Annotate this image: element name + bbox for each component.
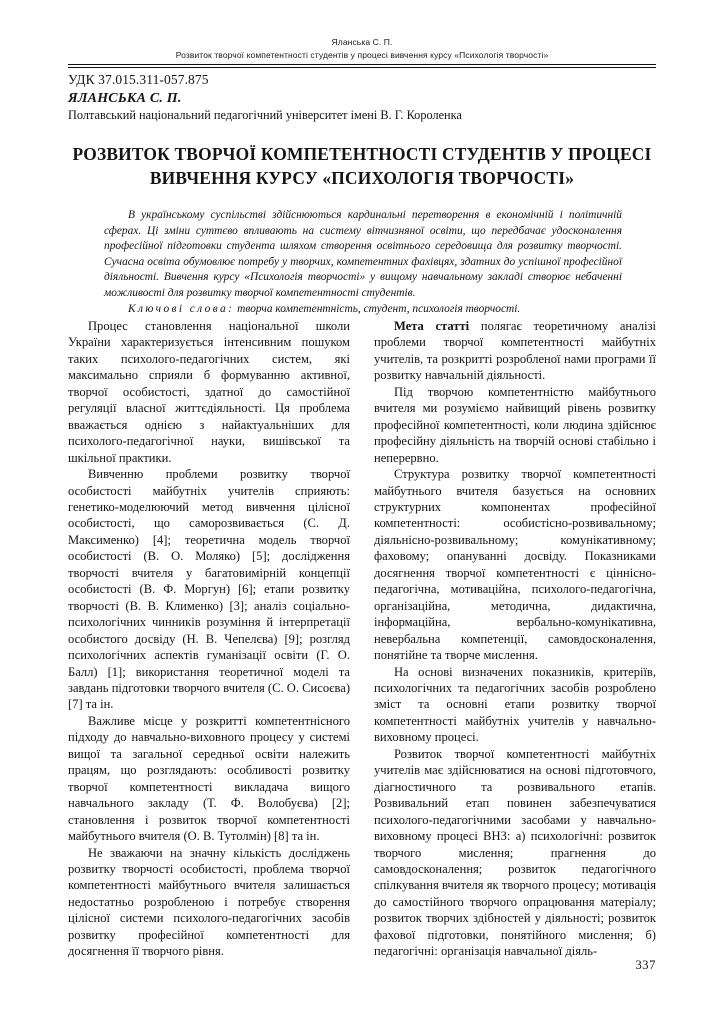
paragraph: Процес становлення національної школи України характеризується інтенсивним пошуком таких психолого-педагогічних систем, які максимально сприяли б формуванню активної, творчої особистості, здатної до самостійної регуляції власної життєдіяльності. Ця проблема вважається однією з найактуальніших для психолого-педагогічної науки, вишівської та шкільної практики. [68, 319, 350, 465]
keywords-line [104, 302, 622, 318]
paragraph-with-lead [374, 318, 656, 384]
udk-code: УДК 37.015.311-057.875 [68, 72, 209, 87]
keywords-label: Ключові слова: [128, 302, 235, 315]
author-name: ЯЛАНСЬКА С. П. [68, 91, 182, 106]
paragraph: Важливе місце у розкритті компетентнісного підходу до навчально-виховного процесу у системі вищої та загальної середньої освіти належить працям, що розглядають: особливості розвитку творчої компетентності викладача вищого навчального закладу (Т. Ф. Волобуєва) [2]; становлення і розвиток творчої компетентності майбутнього вчителя (О. В. Тутолмін) [8] та ін. [68, 713, 350, 844]
paragraph: Структура розвитку творчої компетентності майбутнього вчителя базується на основних структурних компонентах професійної компетентності: особистісно-розвивальному; діяльнісно-розвивальному; комунікативному; фаховому; опануванні досвіду. Показниками досягнення творчої компетентності є ціннісно-педагогічна, мотиваційна, психолого-педагогічна, організаційна, методична, дидактична, інформаційна, вербально-комунікативна, невербальна компетенції, самовдосконалення, понятійне та творче мислення. [374, 467, 656, 663]
paragraph: Не зважаючи на значну кількість досліджень розвитку творчості особистості, проблема творчої компетентності майбутнього вчителя залишається недостатньо розробленою і потребує створення цілісної системи психолого-педагогічних засобів розвитку професійної компетентності для досягнення її творчого рівня. [68, 845, 350, 959]
running-head-author: Яланська С. П. [331, 37, 393, 47]
paragraph-lead-in: Мета статті [394, 319, 470, 333]
paragraph: Під творчою компетентністю майбутнього вчителя ми розуміємо найвищий рівень розвитку професійної компетентності, коли людина здійснює професійну діяльність на творчій основі стабільно і неперервно. [374, 384, 656, 465]
page-number: 337 [635, 958, 656, 972]
body-column-right [374, 318, 656, 960]
abstract-text: В українському суспільстві здійснюються кардинальні перетворення в економічній і політичній сферах. Ці зміни суттєво впливають на систему вітчизняної освіти, що передбачає удосконалення професійної підготовки студента шляхом створення освітнього середовища для розвитку творчості. Сучасна освіта обумовлює потребу у творчих, компетентних фахівцях, здатних до успішної професійної діяльності. Вивчення курсу «Психологія творчості» у вищому навчальному закладі створює небаченні можливості для розвитку творчої компетентності студентів. [104, 209, 622, 299]
paragraph: На основі визначених показників, критеріїв, психологічних та педагогічних засобів розроблено зміст та основні етапи розвитку творчої компетентності майбутніх учителів у навчально-виховному процесі. [374, 664, 656, 745]
body-column-left [68, 318, 350, 960]
running-head [68, 36, 656, 61]
paragraph-text: полягає теоретичному аналізі проблеми творчої компетентності майбутніх учителів, та розкритті розробленої нами програми її розвитку навчальній діяльності. [374, 319, 657, 383]
article-title: РОЗВИТОК ТВОРЧОЇ КОМПЕТЕНТНОСТІ СТУДЕНТІВ У ПРОЦЕСІ ВИВЧЕННЯ КУРСУ «ПСИХОЛОГІЯ ТВОРЧОСТІ» [72, 143, 652, 188]
running-head-title: Розвиток творчої компетентності студентів у процесі вивчення курсу «Психологія творчості» [175, 49, 549, 60]
author-affiliation: Полтавський національний педагогічний університет імені В. Г. Короленка [68, 108, 462, 122]
header-divider-rule [68, 64, 656, 68]
abstract-block [104, 208, 622, 317]
paragraph: Розвиток творчої компетентності майбутніх учителів має здійснюватися на основі підготовчого, діагностичного та розвивального етапів. Розвивальний етап повинен забезпечуватися психолого-педагогічними засобами у навчально-виховному процесі ВНЗ: а) психологічні: розвиток творчого мислення; прагнення до самовдосконалення; розвиток педагогічного спілкування вчителя як творчого процесу; мотивація до самостійного творчого опрацювання матеріалу; розвиток творчих здібностей у діяльності; розвиток фахової підготовки, понятійного мислення; б) педагогічні: організація навчальної діяль- [374, 746, 656, 959]
paragraph: Вивченню проблеми розвитку творчої особистості майбутніх учителів сприяють: генетико-моделюючий метод вивчення цілісної особистості, що саморозвивається (С. Д. Максименко) [4]; теоретична модель творчої особистості (В. О. Моляко) [5]; дослідження творчості вчителя у багатовимірній концепції особистості (В. Ф. Моргун) [6]; етапи розвитку творчості (В. В. Клименко) [3]; аналіз соціально-психологічних чинників розуміння й інтерпретації особистого досвіду (Н. В. Чепелєва) [9]; розгляд психологічних аспектів гуманізації освіти (Г. О. Балл) [1]; використання теоретичної моделі та завдань підготовки творчого вчителя (С. О. Сисоєва) [7] та ін. [68, 467, 350, 712]
keywords-values: творча компетентність, студент, психологія творчості. [237, 302, 521, 315]
